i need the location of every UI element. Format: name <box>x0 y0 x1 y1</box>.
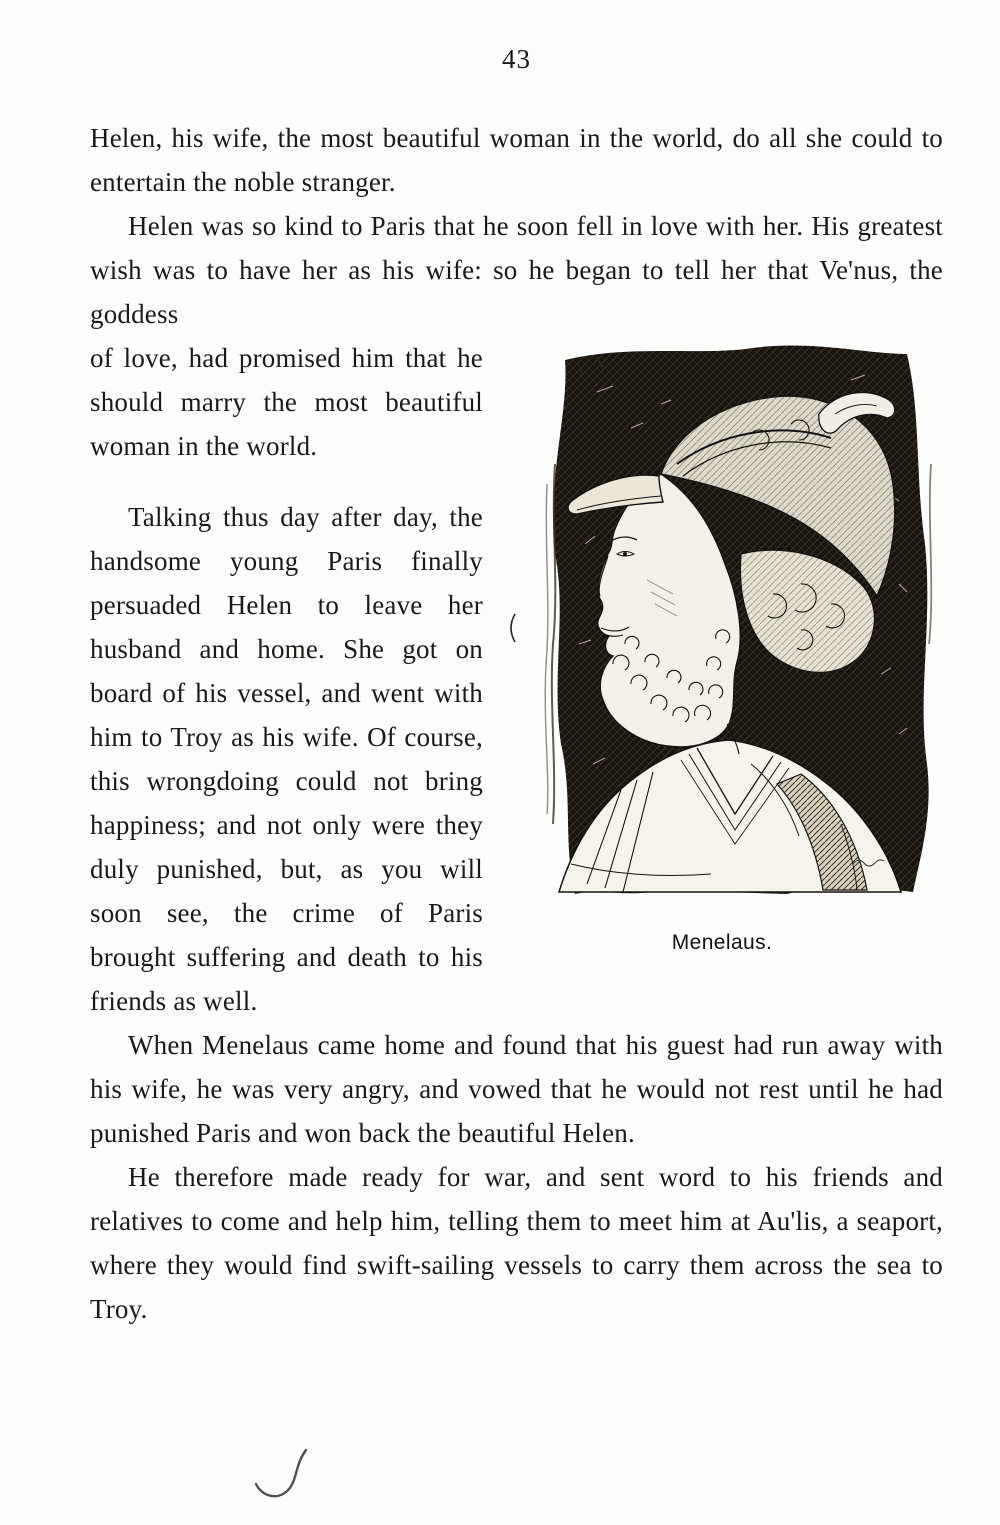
page-number: 43 <box>502 44 531 74</box>
paragraph <box>90 204 943 336</box>
figure-caption: Menelaus. <box>671 931 773 954</box>
menelaus-engraving <box>501 344 943 922</box>
paragraph-continuation: Helen, his wife, the most beautiful woman in the world, do all she could to entertain the noble stranger. <box>90 123 943 197</box>
paragraph-text: of love, had promised him that he should marry the most beautiful woman in the world. <box>90 343 483 461</box>
paragraph: Talking thus day after day, the handsome young Paris finally persuaded Helen to leave her husband and home. She got on board of his vessel, and went with him to Troy as his wife. Of course, this wrongdoing could not bring happiness; and not only were they duly punished, but, as you will soon see, the crime of Paris brought suffering and death to his friends as well. <box>90 502 483 1016</box>
paragraph: When Menelaus came home and found that his guest had run away with his wife, he was very angry, and vowed that he would not rest until he had punished Paris and won back the beautiful Helen. <box>90 1030 943 1148</box>
page-body <box>90 116 943 1331</box>
paragraph-text: Helen was so kind to Paris that he soon fell in love with her. His greatest wish was to have her as his wife: so he began to tell her that Ve'nus, the goddess <box>90 211 943 329</box>
pen-mark <box>248 1442 328 1508</box>
menelaus-figure <box>501 344 943 956</box>
paragraph: He therefore made ready for war, and sent word to his friends and relatives to come and help him, telling them to meet him at Au'lis, a seaport, where they would find swift-sailing vessels to carry them across the sea to Troy. <box>90 1162 943 1324</box>
